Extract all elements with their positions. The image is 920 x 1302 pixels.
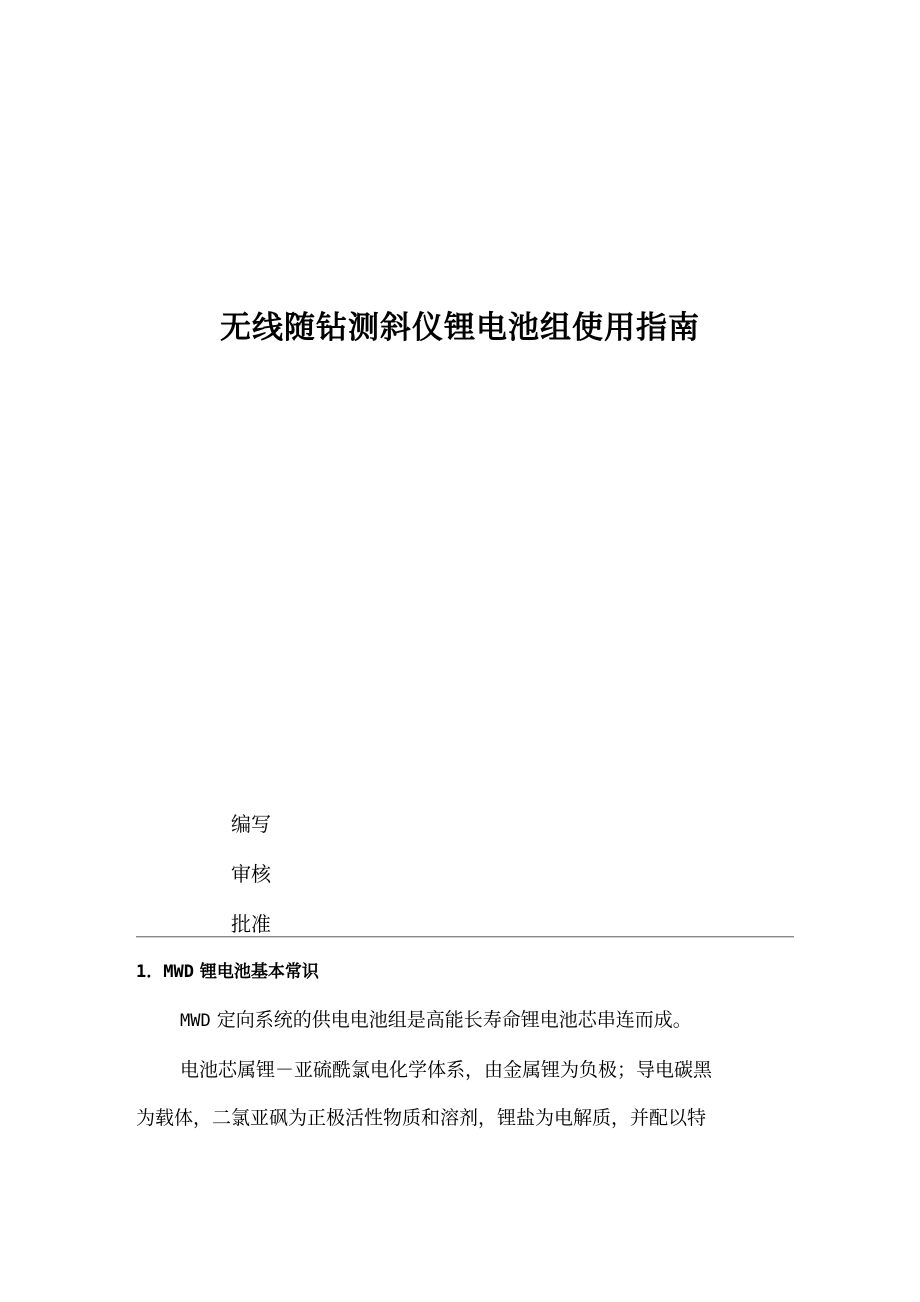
- document-title: 无线随钻测斜仪锂电池组使用指南: [220, 310, 700, 346]
- signoff-approve-label: 批准: [231, 912, 271, 936]
- section-heading: [136, 957, 319, 982]
- paragraph-text: 定向系统的供电电池组是高能长寿命锂电池芯串连而成。: [210, 1009, 692, 1031]
- signoff-review-label: 审核: [231, 862, 271, 886]
- paragraph-prefix: MWD: [180, 1011, 211, 1031]
- paragraph-chemistry-line-2: 为载体，二氯亚砜为正极活性物质和溶剂，锂盐为电解质，并配以特: [136, 1107, 707, 1129]
- section-heading-text: 锂电池基本常识: [193, 962, 319, 982]
- paragraph-power-supply: [180, 1005, 692, 1032]
- signoff-compile-label: 编写: [231, 812, 271, 836]
- section-divider: [136, 936, 794, 938]
- section-heading-number: 1．MWD: [136, 962, 194, 982]
- paragraph-chemistry-line-1: 电池芯属锂－亚硫酰氯电化学体系，由金属锂为负极；导电碳黑: [180, 1059, 713, 1081]
